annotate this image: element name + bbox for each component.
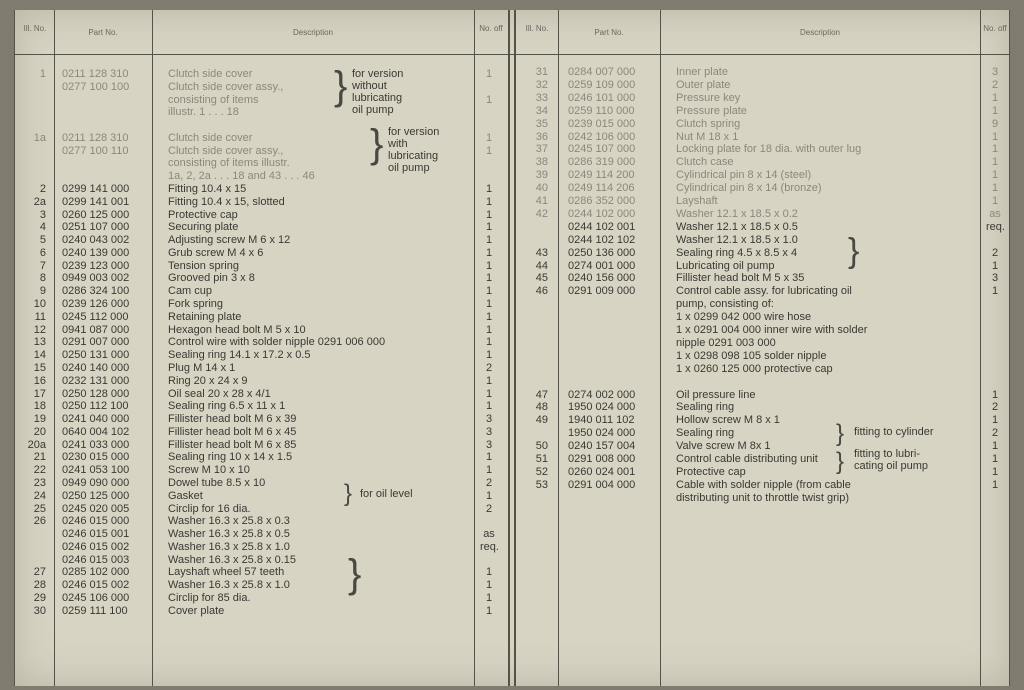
qty-off: 1 — [485, 259, 493, 272]
description: Pressure key — [676, 91, 741, 104]
qty-off: 3 — [991, 272, 999, 285]
part-no: 0250 125 000 — [62, 489, 130, 502]
part-no: 0239 123 000 — [62, 259, 130, 272]
ill-no: 45 — [535, 272, 548, 285]
brace-fitting-pump: } — [836, 448, 845, 475]
ill-no: 24 — [33, 489, 46, 502]
part-no: 0245 107 000 — [568, 143, 636, 156]
part-no: 0291 008 000 — [568, 453, 636, 465]
description: Hexagon head bolt M 5 x 10 — [168, 323, 306, 336]
description: Clutch side cover — [168, 131, 253, 144]
qty-off: 1 — [485, 579, 493, 592]
ill-no: 4 — [39, 221, 46, 234]
description: Sealing ring 6.5 x 11 x 1 — [168, 400, 286, 413]
description: 1 x 0260 125 000 protective cap — [676, 362, 833, 375]
part-no: 0260 024 001 — [568, 465, 636, 478]
description: Clutch side cover assy., — [168, 80, 284, 93]
part-no: 0286 352 000 — [568, 195, 636, 207]
rule-center-2 — [514, 10, 516, 686]
ill-no: 9 — [39, 285, 46, 298]
description: Washer 16.3 x 25.8 x 1.0 — [168, 540, 290, 553]
description: Pressure plate — [676, 104, 747, 117]
qty-off: 2 — [991, 427, 999, 440]
ill-no: 21 — [33, 451, 46, 464]
description: pump, consisting of: — [676, 298, 774, 311]
part-no: 0249 114 200 — [568, 169, 635, 182]
brace-oil-level: } — [344, 480, 353, 507]
rule-desc-right — [980, 10, 981, 686]
description: Control cable distributing unit — [676, 453, 818, 465]
rule-ill-right — [558, 10, 559, 686]
ill-no: 2a — [33, 195, 46, 208]
part-no: 0949 003 002 — [62, 272, 130, 285]
description: Control cable assy. for lubricating oil — [676, 285, 852, 298]
rule-left-edge — [14, 10, 15, 686]
brace-fitting-cylinder: } — [836, 420, 845, 447]
ill-no: 49 — [535, 414, 548, 427]
qty-off: 1 — [991, 440, 999, 453]
part-no: 0640 004 102 — [62, 425, 130, 438]
description: consisting of items illustr. — [168, 157, 290, 170]
description: Dowel tube 8.5 x 10 — [168, 476, 266, 489]
ill-no: 7 — [39, 259, 46, 272]
header-ill-left: Ill. No. — [23, 24, 47, 33]
qty-off: 1 — [991, 414, 999, 427]
description: 1 x 0298 098 105 solder nipple — [676, 349, 827, 362]
qty-off: 9 — [991, 117, 999, 130]
part-no: 0244 102 001 — [568, 220, 636, 233]
part-no: 0239 126 000 — [62, 298, 130, 311]
ill-no: 28 — [33, 579, 46, 592]
ill-no: 47 — [535, 388, 548, 401]
description: Washer 16.3 x 25.8 x 1.0 — [168, 579, 290, 592]
description: Clutch spring — [676, 117, 741, 130]
part-no: 0241 053 100 — [62, 464, 130, 477]
qty-off: 2 — [485, 502, 493, 515]
qty-off: 1 — [991, 143, 999, 156]
part-no: 0250 128 000 — [62, 387, 130, 400]
part-no: 0244 102 000 — [568, 207, 636, 220]
qty-off: 1 — [991, 285, 999, 298]
description: Washer 16.3 x 25.8 x 0.15 — [168, 553, 296, 566]
brace-version-with: } — [370, 122, 384, 166]
part-no: 0277 100 100 — [62, 80, 130, 93]
description: Washer 16.3 x 25.8 x 0.5 — [168, 528, 290, 541]
qty-off: 1 — [485, 451, 493, 464]
ill-no: 17 — [33, 387, 46, 400]
note-fitting-pump-2: cating oil pump — [854, 460, 928, 472]
part-no: 0245 112 000 — [62, 310, 129, 323]
ill-no: 39 — [535, 169, 548, 182]
qty-off: 3 — [485, 438, 493, 451]
qty-off: 1 — [485, 310, 493, 323]
ill-no: 52 — [535, 465, 548, 478]
qty-off: 1 — [485, 400, 493, 413]
qty-off: 1 — [991, 195, 999, 207]
header-qty-right: No. off — [983, 24, 1007, 33]
ill-no: 31 — [535, 66, 548, 78]
qty-off: 1 — [485, 349, 493, 362]
part-no: 0259 111 100 — [62, 604, 128, 617]
description: 1 x 0299 042 000 wire hose — [676, 311, 812, 324]
ill-no: 32 — [535, 78, 548, 91]
ill-no: 13 — [33, 336, 46, 349]
qty-off: 1 — [485, 604, 493, 617]
part-no: 0299 141 000 — [62, 183, 130, 196]
qty-off: 1 — [485, 246, 493, 259]
qty-off: 1 — [485, 195, 493, 208]
note-version-with-4: oil pump — [388, 162, 430, 174]
description: Ring 20 x 24 x 9 — [168, 374, 248, 387]
part-no: 0284 007 000 — [568, 66, 636, 78]
description: Clutch case — [676, 156, 734, 169]
description: Fillister head bolt M 5 x 35 — [676, 272, 805, 285]
description: Hollow screw M 8 x 1 — [676, 414, 780, 427]
qty-off: 1 — [991, 104, 999, 117]
qty-off: 1 — [991, 169, 999, 182]
rule-ill-left — [54, 10, 55, 686]
part-no: 0242 106 000 — [568, 130, 636, 143]
part-no: 0240 157 004 — [568, 440, 636, 453]
part-no: 0246 015 002 — [62, 579, 130, 592]
description: consisting of items — [168, 93, 259, 106]
part-no: 0299 141 001 — [62, 195, 130, 208]
note-version-without-4: oil pump — [352, 104, 394, 116]
description: Cover plate — [168, 604, 225, 617]
header-ill-right: Ill. No. — [525, 24, 549, 33]
ill-no: 37 — [535, 143, 548, 156]
part-no: 0246 015 003 — [62, 553, 130, 566]
ill-no: 12 — [33, 323, 46, 336]
ill-no: 51 — [535, 453, 548, 465]
qty-off: 1 — [485, 208, 493, 221]
qty-off: 1 — [485, 68, 493, 80]
ill-no: 33 — [535, 91, 548, 104]
ill-no: 23 — [33, 476, 46, 489]
part-no: 0240 043 002 — [62, 234, 130, 247]
qty-off: 1 — [485, 272, 493, 285]
ill-no: 20a — [27, 438, 46, 451]
ill-no: 20 — [33, 425, 46, 438]
part-no: 0244 102 102 — [568, 233, 636, 246]
description: Cable with solder nipple (from cable — [676, 478, 851, 491]
description: Tension spring — [168, 259, 239, 272]
ill-no: 2 — [39, 183, 46, 196]
rule-center-1 — [508, 10, 510, 686]
ill-no: 34 — [535, 104, 548, 117]
part-no: 0250 136 000 — [568, 246, 636, 259]
qty-off: 1 — [991, 388, 999, 401]
description: Plug M 14 x 1 — [168, 361, 236, 374]
qty-off: 1 — [991, 453, 999, 465]
qty-off: 2 — [485, 361, 493, 374]
ill-no: 15 — [33, 361, 46, 374]
ill-no: 25 — [33, 502, 46, 515]
description: 1 x 0291 004 000 inner wire with solder — [676, 324, 868, 336]
description: Lubricating oil pump — [676, 259, 775, 272]
part-no: 0291 004 000 — [568, 478, 636, 491]
qty-off: 1 — [485, 387, 493, 400]
description: Sealing ring — [676, 401, 735, 414]
description: Retaining plate — [168, 310, 242, 323]
part-no: 0274 001 000 — [568, 259, 636, 272]
part-no: 0246 015 000 — [62, 515, 130, 528]
rule-part-right — [660, 10, 661, 686]
part-no: 0259 110 000 — [568, 104, 635, 117]
ill-no: 36 — [535, 130, 548, 143]
ill-no: 26 — [33, 515, 46, 528]
qty-off: 1 — [991, 182, 999, 195]
part-no: 0249 114 206 — [568, 182, 635, 195]
description: Washer 12.1 x 18.5 x 1.0 — [676, 233, 798, 246]
description: Circlip for 16 dia. — [168, 502, 251, 515]
part-no: 0250 112 100 — [62, 400, 129, 413]
part-no: 1950 024 000 — [568, 427, 636, 440]
qty-off: 1 — [485, 131, 493, 144]
description: Fillister head bolt M 6 x 45 — [168, 425, 297, 438]
description: Fitting 10.4 x 15, slotted — [168, 195, 285, 208]
rule-desc-left — [474, 10, 475, 686]
description: Adjusting screw M 6 x 12 — [168, 234, 291, 247]
ill-no: 11 — [34, 310, 46, 323]
qty-off: 2 — [991, 246, 999, 259]
qty-off: 2 — [991, 78, 999, 91]
brace-washers-26: } — [348, 552, 362, 596]
qty-off: 1 — [991, 478, 999, 491]
note-version-without-1: for version — [352, 68, 404, 80]
description: Sealing ring 4.5 x 8.5 x 4 — [676, 246, 798, 259]
header-desc-left: Description — [292, 28, 333, 37]
description: Fillister head bolt M 6 x 85 — [168, 438, 297, 451]
note-version-without-2: without — [352, 80, 387, 92]
header-qty-left: No. off — [479, 24, 503, 33]
part-no: 0949 090 000 — [62, 476, 130, 489]
description: Valve screw M 8x 1 — [676, 440, 771, 453]
description: Protective cap — [168, 208, 238, 221]
description: Securing plate — [168, 221, 239, 234]
part-no: 0246 015 002 — [62, 540, 130, 553]
description: Inner plate — [676, 66, 728, 78]
qty-off: req. — [986, 220, 1005, 233]
description: Grooved pin 3 x 8 — [168, 272, 255, 285]
part-no: 0260 125 000 — [62, 208, 130, 221]
part-no: 0250 131 000 — [62, 349, 130, 362]
note-version-with-1: for version — [388, 126, 440, 138]
description: Grub screw M 4 x 6 — [168, 246, 264, 259]
ill-no: 35 — [535, 117, 548, 130]
part-no: 0240 140 000 — [62, 361, 130, 374]
description: Oil seal 20 x 28 x 4/1 — [168, 387, 271, 400]
description: Locking plate for 18 dia. with outer lug — [676, 143, 862, 156]
qty-off: 2 — [485, 476, 493, 489]
ill-no: 38 — [535, 156, 548, 169]
brace-version-without: } — [334, 64, 348, 108]
description: Circlip for 85 dia. — [168, 591, 251, 604]
part-no: 0246 015 001 — [62, 528, 130, 541]
qty-off: 1 — [485, 591, 493, 604]
qty-off: 1 — [991, 465, 999, 478]
description: Sealing ring 14.1 x 17.2 x 0.5 — [168, 349, 311, 362]
qty-off: 3 — [485, 425, 493, 438]
note-fitting-cylinder: fitting to cylinder — [854, 426, 934, 438]
ill-no: 42 — [535, 207, 548, 220]
part-no: 0211 128 310 — [62, 131, 129, 144]
part-no: 0251 107 000 — [62, 221, 130, 234]
qty-off: 1 — [485, 336, 493, 349]
qty-off: 3 — [991, 66, 999, 78]
ill-no: 44 — [535, 259, 548, 272]
description: Screw M 10 x 10 — [168, 464, 250, 477]
part-no: 0240 139 000 — [62, 246, 130, 259]
ill-no: 10 — [33, 298, 46, 311]
qty-off: 1 — [991, 156, 999, 169]
description: Fork spring — [168, 298, 224, 311]
part-no: 1950 024 000 — [568, 401, 636, 414]
ill-no: 50 — [535, 440, 548, 453]
part-no: 0286 319 000 — [568, 156, 636, 169]
part-no: 0246 101 000 — [568, 91, 636, 104]
description: distributing unit to throttle twist grip) — [676, 491, 850, 504]
qty-off: 1 — [485, 234, 493, 247]
part-no: 0274 002 000 — [568, 388, 636, 401]
description: Sealing ring 10 x 14 x 1.5 — [168, 451, 293, 464]
ill-no: 29 — [33, 591, 46, 604]
ill-no: 16 — [33, 374, 46, 387]
ill-no: 5 — [39, 234, 46, 247]
ill-no: 40 — [535, 182, 548, 195]
part-no: 0285 102 000 — [62, 566, 130, 579]
qty-off: 1 — [991, 130, 999, 143]
description: Fillister head bolt M 6 x 39 — [168, 413, 297, 426]
description: Nut M 18 x 1 — [676, 130, 739, 143]
part-no: 0232 131 000 — [62, 374, 130, 387]
ill-no: 14 — [33, 349, 46, 362]
part-no: 0245 020 005 — [62, 502, 130, 515]
description: Cam cup — [168, 285, 213, 298]
qty-off: 3 — [485, 413, 493, 426]
description: Gasket — [168, 489, 203, 502]
ill-no: 22 — [33, 464, 46, 477]
part-no: 0291 009 000 — [568, 285, 636, 298]
part-no: 0941 087 000 — [62, 323, 130, 336]
ill-no: 1a — [33, 131, 46, 144]
ill-no: 48 — [535, 401, 548, 414]
ill-no: 27 — [33, 566, 46, 579]
part-no: 0230 015 000 — [62, 451, 130, 464]
part-no: 0240 156 000 — [568, 272, 636, 285]
header-part-left: Part No. — [88, 28, 118, 37]
qty-off: 1 — [485, 566, 493, 579]
ill-no: 53 — [535, 478, 548, 491]
ill-no: 19 — [33, 413, 46, 426]
header-desc-right: Description — [799, 28, 840, 37]
part-no: 0241 033 000 — [62, 438, 130, 451]
qty-off: 1 — [485, 93, 493, 106]
rule-right-edge — [1009, 10, 1010, 686]
part-no: 1940 011 102 — [568, 414, 635, 427]
note-fitting-pump-1: fitting to lubri- — [854, 448, 921, 460]
qty-off: 1 — [485, 221, 493, 234]
description: Cylindrical pin 8 x 14 (bronze) — [676, 182, 822, 195]
description: Clutch side cover — [168, 68, 253, 80]
qty-off: 1 — [485, 144, 493, 157]
description: Outer plate — [676, 78, 731, 91]
part-no: 0245 106 000 — [62, 591, 130, 604]
description: Sealing ring — [676, 427, 735, 440]
description: Oil pressure line — [676, 388, 756, 401]
description: Washer 12.1 x 18.5 x 0.5 — [676, 220, 798, 233]
ill-no: 18 — [33, 400, 46, 413]
note-oil-level: for oil level — [360, 488, 413, 500]
ill-no: 43 — [535, 246, 548, 259]
parts-list-sheet — [14, 10, 1010, 686]
qty-off: req. — [480, 540, 499, 553]
qty-off: 1 — [991, 91, 999, 104]
qty-off: 1 — [485, 489, 493, 502]
ill-no: 3 — [39, 208, 46, 221]
qty-off: 1 — [485, 374, 493, 387]
ill-no: 41 — [535, 195, 548, 207]
description: 1a, 2, 2a . . . 18 and 43 . . . 46 — [168, 170, 315, 183]
description: Washer 12.1 x 18.5 x 0.2 — [676, 207, 798, 220]
part-no: 0239 015 000 — [568, 117, 636, 130]
description: Cylindrical pin 8 x 14 (steel) — [676, 169, 812, 182]
description: illustr. 1 . . . 18 — [168, 106, 239, 119]
brace-washers-42: } — [848, 232, 860, 270]
qty-off: 1 — [485, 323, 493, 336]
part-no: 0241 040 000 — [62, 413, 130, 426]
ill-no: 46 — [535, 285, 548, 298]
qty-off: 2 — [991, 401, 999, 414]
note-version-with-2: with — [388, 138, 408, 150]
ill-no: 6 — [39, 246, 46, 259]
description: Washer 16.3 x 25.8 x 0.3 — [168, 515, 290, 528]
note-version-without-3: lubricating — [352, 92, 403, 104]
description: nipple 0291 003 000 — [676, 336, 776, 349]
description: Layshaft wheel 57 teeth — [168, 566, 285, 579]
part-no: 0286 324 100 — [62, 285, 130, 298]
part-no: 0259 109 000 — [568, 78, 636, 91]
qty-off: as — [483, 528, 495, 541]
description: Control wire with solder nipple 0291 006 000 — [168, 336, 386, 349]
qty-off: as — [989, 207, 1001, 220]
description: Fitting 10.4 x 15 — [168, 183, 247, 196]
header-rule — [14, 54, 1010, 55]
part-no: 0211 128 310 — [62, 68, 129, 80]
qty-off: 1 — [485, 285, 493, 298]
part-no: 0291 007 000 — [62, 336, 130, 349]
description: Protective cap — [676, 465, 746, 478]
ill-no: 30 — [33, 604, 46, 617]
description: Layshaft — [676, 195, 718, 207]
ill-no: 8 — [39, 272, 46, 285]
header-part-right: Part No. — [594, 28, 624, 37]
qty-off: 1 — [485, 298, 493, 311]
qty-off: 1 — [485, 183, 493, 196]
rule-part-left — [152, 10, 153, 686]
qty-off: 1 — [485, 464, 493, 477]
ill-no: 1 — [39, 68, 46, 80]
qty-off: 1 — [991, 259, 999, 272]
part-no: 0277 100 110 — [62, 144, 129, 157]
note-version-with-3: lubricating — [388, 150, 439, 162]
description: Clutch side cover assy., — [168, 144, 284, 157]
